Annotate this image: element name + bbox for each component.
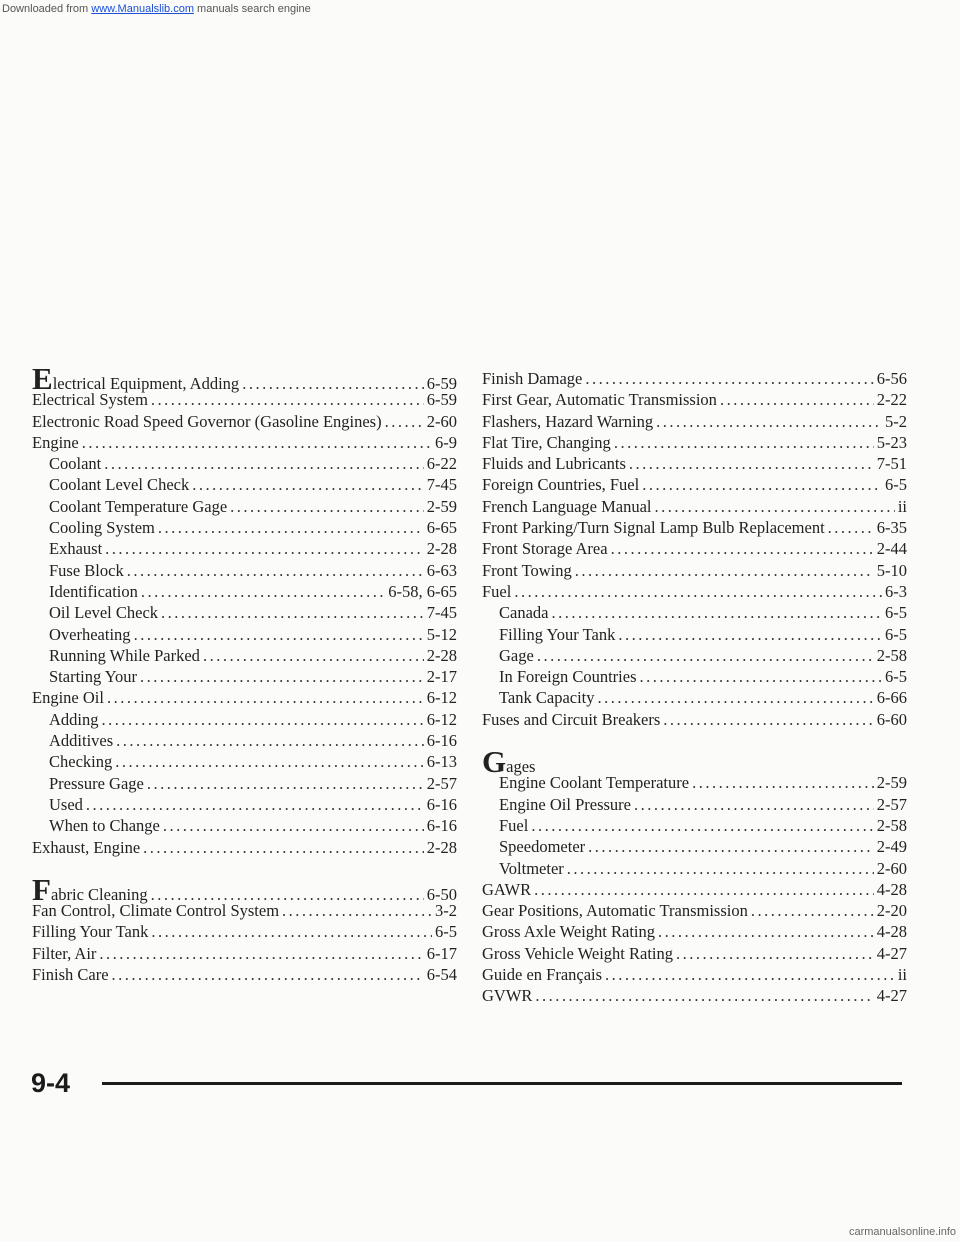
dot-leader: [611, 538, 874, 559]
dot-leader: [116, 730, 424, 751]
entry-text: Filter, Air: [32, 943, 97, 963]
dot-leader: [141, 581, 385, 602]
index-entry: [482, 453, 907, 474]
entry-text: French Language Manual: [482, 496, 652, 516]
page-reference: 6-16: [426, 816, 457, 836]
entry-label: [499, 858, 564, 879]
entry-label: [49, 645, 200, 666]
dot-leader: [828, 517, 874, 538]
index-column-left: [32, 361, 457, 985]
index-subentry: [32, 645, 457, 666]
entry-label: [32, 900, 279, 921]
dot-leader: [112, 964, 424, 985]
dot-leader: [642, 474, 882, 495]
entry-text: Guide en Français: [482, 965, 603, 985]
entry-label: [482, 964, 602, 985]
page-reference: 2-60: [426, 411, 457, 431]
dot-leader: [192, 474, 424, 495]
entry-label: [49, 709, 99, 730]
entry-text: Coolant Level Check: [49, 475, 190, 495]
index-subentry: [32, 581, 457, 602]
dot-leader: [140, 666, 424, 687]
entry-label: [49, 751, 112, 772]
index-entry: [482, 474, 907, 495]
dot-leader: [163, 815, 424, 836]
banner-prefix: Downloaded from: [2, 3, 92, 15]
dot-leader: [655, 496, 895, 517]
page-reference: 2-57: [876, 794, 907, 814]
page-reference: 4-27: [876, 986, 907, 1006]
entry-label: [482, 432, 611, 453]
section-gap: [482, 730, 907, 751]
entry-text: Electronic Road Speed Governor (Gasoline Engines): [32, 411, 382, 431]
section-letter: F: [32, 871, 51, 907]
page-reference: 5-12: [426, 624, 457, 644]
dot-leader: [86, 794, 424, 815]
dot-leader: [127, 560, 424, 581]
page-reference: 6-12: [426, 688, 457, 708]
entry-label: [32, 837, 140, 858]
entry-text: Fuses and Circuit Breakers: [482, 709, 661, 729]
entry-text: Engine Oil: [32, 688, 104, 708]
index-subentry: [32, 794, 457, 815]
entry-text: Speedometer: [499, 837, 586, 857]
entry-text: Exhaust, Engine: [32, 837, 141, 857]
page-reference: 4-27: [876, 943, 907, 963]
page-reference: 2-58: [876, 815, 907, 835]
entry-text: Checking: [49, 752, 113, 772]
dot-leader: [663, 709, 873, 730]
page-reference: 6-5: [885, 603, 907, 623]
entry-text: Flat Tire, Changing: [482, 432, 611, 452]
dot-leader: [605, 964, 895, 985]
entry-text: Front Storage Area: [482, 539, 608, 559]
entry-label: [499, 645, 534, 666]
entry-label: [482, 943, 673, 964]
page-reference: 6-5: [885, 475, 907, 495]
entry-label: [482, 879, 531, 900]
dot-leader: [751, 900, 874, 921]
index-entry: [32, 943, 457, 964]
entry-text: Cooling System: [49, 518, 155, 538]
dot-leader: [551, 602, 882, 623]
dot-leader: [514, 581, 882, 602]
section-letter: G: [482, 744, 507, 780]
dot-leader: [203, 645, 424, 666]
entry-label: [49, 624, 131, 645]
page-reference: 2-49: [876, 837, 907, 857]
dot-leader: [585, 368, 873, 389]
page-reference: 6-13: [426, 752, 457, 772]
entry-label: [49, 560, 124, 581]
index-entry: [482, 921, 907, 942]
dot-leader: [537, 645, 874, 666]
entry-label: [499, 602, 548, 623]
dot-leader: [676, 943, 874, 964]
page-reference: 5-23: [876, 432, 907, 452]
entry-text: Coolant Temperature Gage: [49, 496, 228, 516]
entry-label: [482, 389, 717, 410]
entry-label: [49, 538, 102, 559]
entry-label: [482, 368, 582, 389]
entry-text: Fluids and Lubricants: [482, 454, 626, 474]
entry-label: [49, 730, 113, 751]
index-subentry: [482, 687, 907, 708]
entry-label: [499, 624, 615, 645]
dot-leader: [82, 432, 432, 453]
entry-label: [32, 921, 148, 942]
page-reference: 3-2: [435, 901, 457, 921]
index-entry: [482, 879, 907, 900]
index-subentry: [482, 645, 907, 666]
page-reference: 7-45: [426, 475, 457, 495]
dot-leader: [618, 624, 882, 645]
dot-leader: [104, 453, 424, 474]
index-entry: [32, 964, 457, 985]
entry-text: Finish Care: [32, 965, 109, 985]
dot-leader: [161, 602, 424, 623]
dot-leader: [575, 560, 874, 581]
index-subentry: [32, 602, 457, 623]
dot-leader: [230, 496, 424, 517]
page-reference: 6-22: [426, 454, 457, 474]
entry-text: Voltmeter: [499, 858, 564, 878]
index-subentry: [32, 453, 457, 474]
page-reference: 6-59: [426, 374, 457, 393]
entry-label: [49, 794, 83, 815]
index-subentry: [482, 666, 907, 687]
entry-label: [49, 666, 137, 687]
index-subentry: [482, 794, 907, 815]
entry-label: [482, 581, 511, 602]
page-reference: 2-28: [426, 837, 457, 857]
page-reference: 6-56: [876, 369, 907, 388]
entry-text: Filling Your Tank: [499, 624, 616, 644]
entry-label: [499, 794, 631, 815]
dot-leader: [534, 879, 874, 900]
entry-text: Fan Control, Climate Control System: [32, 901, 280, 921]
entry-text: Fuse Block: [49, 560, 124, 580]
page-reference: 7-51: [876, 454, 907, 474]
index-entry: [482, 517, 907, 538]
entry-label: [482, 474, 639, 495]
entry-label: [32, 389, 148, 410]
page-reference: 6-12: [426, 709, 457, 729]
index-subentry: [32, 709, 457, 730]
entry-text: Fuel: [499, 815, 529, 835]
entry-label: [49, 496, 227, 517]
entry-label: [499, 836, 585, 857]
entry-text: Additives: [49, 731, 114, 751]
dot-leader: [107, 687, 424, 708]
page-reference: 6-5: [885, 667, 907, 687]
entry-text: First Gear, Automatic Transmission: [482, 390, 717, 410]
index-entry: [482, 368, 907, 389]
entry-label: [49, 474, 189, 495]
download-banner: [0, 0, 960, 18]
entry-label: [482, 517, 825, 538]
page-reference: 2-20: [876, 901, 907, 921]
index-subentry: [482, 624, 907, 645]
entry-text: GVWR: [482, 986, 533, 1006]
entry-text: Flashers, Hazard Warning: [482, 411, 654, 431]
page-reference: 6-60: [876, 709, 907, 729]
entry-label: [482, 560, 572, 581]
page-reference: 5-10: [876, 560, 907, 580]
entry-text: ages: [506, 757, 536, 777]
entry-text: Electrical System: [32, 390, 148, 410]
entry-label: [32, 943, 96, 964]
entry-text: Exhaust: [49, 539, 103, 559]
index-subentry: [32, 474, 457, 495]
dot-leader: [151, 921, 432, 942]
entry-text: Running While Parked: [49, 645, 200, 665]
manualslib-link[interactable]: www.Manualslib.com: [91, 3, 194, 15]
entry-label: [482, 709, 660, 730]
entry-text: Adding: [49, 709, 99, 729]
entry-text: Engine Oil Pressure: [499, 794, 631, 814]
index-entry: [32, 432, 457, 453]
dot-leader: [598, 687, 874, 708]
entry-label: [482, 496, 652, 517]
page-reference: 6-58, 6-65: [388, 581, 457, 601]
section-gap: [32, 858, 457, 879]
dot-leader: [143, 837, 424, 858]
entry-label: [482, 985, 532, 1006]
entry-text: abric Cleaning: [50, 884, 148, 904]
page-number: 9-4: [31, 1068, 71, 1098]
index-subentry: [482, 836, 907, 857]
index-entry: [32, 411, 457, 432]
page-reference: 6-63: [426, 560, 457, 580]
entry-text: lectrical Equipment, Adding: [52, 374, 240, 393]
entry-label: [482, 411, 653, 432]
index-entry: [482, 964, 907, 985]
page-reference: 2-60: [876, 858, 907, 878]
dot-leader: [640, 666, 883, 687]
page-reference: 2-59: [876, 773, 907, 793]
index-subentry: [32, 517, 457, 538]
index-subentry: [32, 815, 457, 836]
footer-rule: [102, 1082, 902, 1085]
watermark: carmanualsonline.info: [848, 1226, 956, 1238]
entry-label: [49, 453, 101, 474]
page-reference: 6-50: [426, 884, 457, 904]
entry-text: Pressure Gage: [49, 773, 144, 793]
page-reference: 2-22: [876, 390, 907, 410]
entry-text: Engine Coolant Temperature: [499, 773, 690, 793]
dot-leader: [658, 921, 874, 942]
index-subentry: [32, 773, 457, 794]
dot-leader: [535, 985, 873, 1006]
entry-label: [499, 815, 528, 836]
entry-text: Canada: [499, 603, 549, 623]
index-entry: [482, 744, 907, 780]
dot-leader: [629, 453, 874, 474]
entry-text: Engine: [32, 432, 79, 452]
index-entry: [32, 687, 457, 708]
dot-leader: [158, 517, 424, 538]
entry-text: Overheating: [49, 624, 131, 644]
entry-label: [482, 453, 626, 474]
page-reference: 2-44: [876, 539, 907, 559]
page-reference: ii: [897, 496, 907, 516]
index-entry: [482, 900, 907, 921]
entry-text: Gross Axle Weight Rating: [482, 922, 655, 942]
index-column-right: [482, 368, 907, 1007]
index-entry: [482, 560, 907, 581]
entry-label: [499, 687, 595, 708]
dot-leader: [99, 943, 423, 964]
dot-leader: [614, 432, 874, 453]
index-entry: [482, 538, 907, 559]
dot-leader: [147, 773, 424, 794]
dot-leader: [134, 624, 424, 645]
page-reference: 6-16: [426, 794, 457, 814]
dot-leader: [720, 389, 874, 410]
entry-label: [49, 602, 158, 623]
dot-leader: [656, 411, 882, 432]
dot-leader: [102, 709, 424, 730]
entry-label: [49, 815, 160, 836]
entry-label: [482, 538, 608, 559]
entry-label: [32, 432, 79, 453]
dot-leader: [692, 772, 874, 793]
page-reference: 2-28: [426, 539, 457, 559]
index-entry: [482, 389, 907, 410]
index-entry: [482, 581, 907, 602]
entry-label: [49, 581, 138, 602]
entry-label: [32, 964, 109, 985]
page-reference: 2-58: [876, 645, 907, 665]
entry-text: Fuel: [482, 581, 512, 601]
index-entry: [482, 943, 907, 964]
page-reference: 6-66: [876, 688, 907, 708]
index-entry: [482, 496, 907, 517]
index-entry: [482, 411, 907, 432]
entry-text: Tank Capacity: [499, 688, 595, 708]
dot-leader: [105, 538, 424, 559]
dot-leader: [634, 794, 874, 815]
index-entry: [32, 389, 457, 410]
index-subentry: [32, 538, 457, 559]
entry-text: Identification: [49, 581, 138, 601]
entry-text: Filling Your Tank: [32, 922, 149, 942]
index-entry: [32, 837, 457, 858]
entry-label: [482, 921, 655, 942]
index-subentry: [32, 666, 457, 687]
page-reference: 2-17: [426, 667, 457, 687]
page-reference: ii: [897, 965, 907, 985]
entry-text: Foreign Countries, Fuel: [482, 475, 640, 495]
entry-label: [482, 900, 748, 921]
entry-text: Front Towing: [482, 560, 572, 580]
entry-text: Used: [49, 794, 83, 814]
banner-suffix: manuals search engine: [193, 3, 311, 15]
entry-text: Front Parking/Turn Signal Lamp Bulb Replacement: [482, 518, 825, 538]
page-reference: 6-3: [885, 581, 907, 601]
page-reference: 4-28: [876, 922, 907, 942]
index-subentry: [482, 602, 907, 623]
dot-leader: [151, 389, 424, 410]
entry-label: [49, 517, 155, 538]
section-letter: E: [32, 361, 53, 396]
dot-leader: [282, 900, 432, 921]
entry-text: Finish Damage: [482, 369, 583, 388]
page-reference: 6-17: [426, 943, 457, 963]
dot-leader: [588, 836, 874, 857]
index-subentry: [482, 815, 907, 836]
entry-label: [32, 687, 104, 708]
index-entry: [32, 361, 457, 396]
page-reference: 6-59: [426, 390, 457, 410]
dot-leader: [385, 411, 424, 432]
entry-label: [32, 411, 382, 432]
page-reference: 7-45: [426, 603, 457, 623]
entry-text: When to Change: [49, 816, 160, 836]
dot-leader: [567, 858, 874, 879]
entry-text: Coolant: [49, 454, 102, 474]
index-subentry: [32, 560, 457, 581]
entry-text: Starting Your: [49, 667, 138, 687]
page-reference: 6-9: [435, 432, 457, 452]
entry-text: GAWR: [482, 879, 532, 899]
page-reference: 6-5: [885, 624, 907, 644]
index-subentry: [32, 751, 457, 772]
entry-label: [499, 772, 689, 793]
page-reference: 6-65: [426, 518, 457, 538]
entry-label: [49, 773, 144, 794]
dot-leader: [115, 751, 424, 772]
page-reference: 5-2: [885, 411, 907, 431]
entry-text: Gear Positions, Automatic Transmission: [482, 901, 748, 921]
page-reference: 2-57: [426, 773, 457, 793]
index-entry: [32, 921, 457, 942]
index-subentry: [32, 730, 457, 751]
index-entry: [32, 900, 457, 921]
index-subentry: [32, 624, 457, 645]
entry-text: Oil Level Check: [49, 603, 159, 623]
page-reference: 2-28: [426, 645, 457, 665]
index-entry: [482, 985, 907, 1006]
entry-text: Gage: [499, 645, 534, 665]
page-reference: 2-59: [426, 496, 457, 516]
index-entry: [482, 709, 907, 730]
index-subentry: [482, 858, 907, 879]
entry-text: In Foreign Countries: [499, 667, 637, 687]
dot-leader: [531, 815, 873, 836]
page-reference: 4-28: [876, 879, 907, 899]
index-subentry: [32, 496, 457, 517]
page-reference: 6-16: [426, 731, 457, 751]
entry-text: Gross Vehicle Weight Rating: [482, 943, 673, 963]
page-reference: 6-5: [435, 922, 457, 942]
index-entry: [482, 432, 907, 453]
index-subentry: [482, 772, 907, 793]
entry-label: [499, 666, 637, 687]
page-reference: 6-35: [876, 518, 907, 538]
index-entry: [32, 871, 457, 907]
page-reference: 6-54: [426, 965, 457, 985]
